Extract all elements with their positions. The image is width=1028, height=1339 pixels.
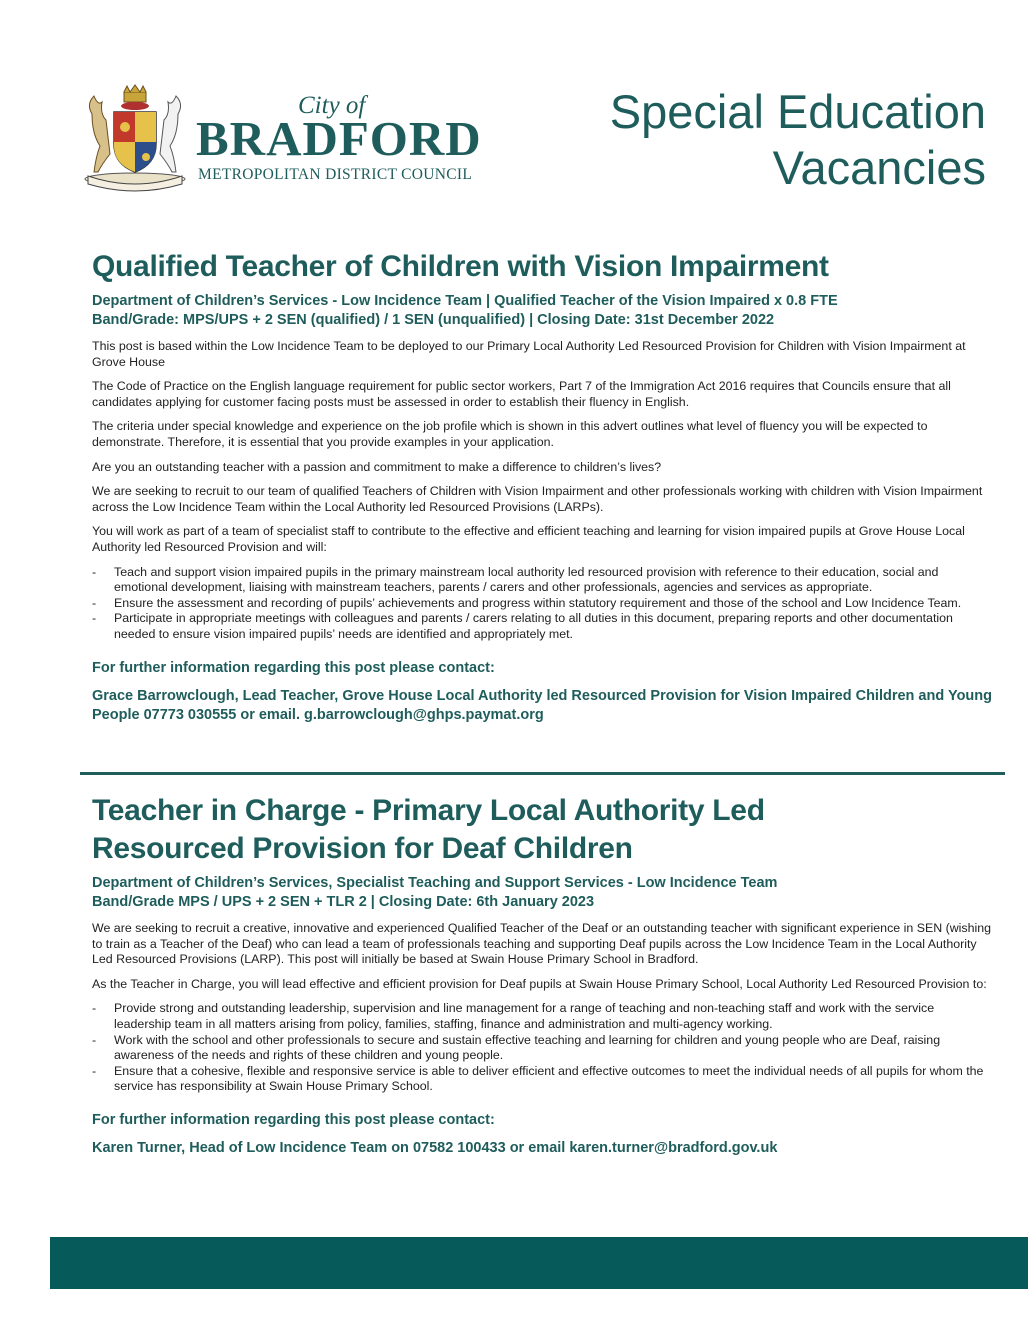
vacancy-2 [92, 792, 992, 1158]
list-item [92, 1001, 992, 1032]
list-item [92, 1033, 992, 1064]
bullet-dash: - [92, 611, 97, 626]
vacancy-1-paragraph: This post is based within the Low Incidence Team to be deployed to our Primary Local Authority Led Resourced Provision for Children with Vision Impairment at Grove House [92, 339, 966, 369]
vacancy-1-paragraph: The Code of Practice on the English language requirement for public sector workers, Part 7 of the Immigration Act 2016 requires that Councils ensure that all candidates applying for customer facing posts must be assessed in order to establish their fluency in English. [92, 379, 951, 409]
list-item [92, 611, 992, 642]
vacancy-2-title-line1: Teacher in Charge - Primary Local Authority Led [92, 794, 765, 827]
bullet-dash: - [92, 1063, 97, 1078]
bullet-dash: - [92, 1032, 97, 1047]
vacancy-2-title-line2: Resourced Provision for Deaf Children [92, 832, 633, 865]
council-crest-icon [80, 84, 190, 194]
vacancy-1-contact-heading: For further information regarding this post please contact: [92, 659, 495, 676]
vacancy-1-paragraph: The criteria under special knowledge and experience on the job profile which is shown in this advert outlines what level of fluency you will be expected to demonstrate. Therefore, it is essential that you provide examples in your application. [92, 419, 928, 449]
vacancy-2-contact-details: Karen Turner, Head of Low Incidence Team on 07582 100433 or email karen.turner@bradford.gov.uk [92, 1139, 778, 1156]
bullet-dash: - [92, 564, 97, 579]
section-divider [80, 772, 1005, 775]
vacancy-1-details [92, 292, 992, 330]
council-city-of: City of [298, 92, 366, 119]
vacancy-1 [92, 248, 992, 725]
list-item [92, 1064, 992, 1095]
vacancy-2-title [92, 792, 992, 868]
list-item [92, 596, 992, 612]
council-subtitle: METROPOLITAN DISTRICT COUNCIL [198, 166, 473, 183]
list-item-text: Ensure the assessment and recording of pupils’ achievements and progress within statutory requirement and those of the school and Low Incidence Team. [114, 595, 962, 610]
vacancy-2-contact-heading: For further information regarding this post please contact: [92, 1111, 495, 1128]
vacancy-1-contact-details: Grace Barrowclough, Lead Teacher, Grove House Local Authority led Resourced Provision for Vision Impaired Children and Young People 07773 030555 or email. g.barrowclough@ghps.paymat.org [92, 687, 992, 723]
vacancy-2-paragraph: As the Teacher in Charge, you will lead effective and efficient provision for Deaf pupils at Swain House Primary School, Local Authority Led Resourced Provision to: [92, 976, 987, 991]
vacancy-2-details [92, 874, 992, 912]
vacancy-1-paragraph: You will work as part of a team of specialist staff to contribute to the effective and efficient teaching and learning for vision impaired pupils at Grove House Local Authority led Resourced Provision and will: [92, 524, 965, 554]
council-name: BRADFORD [196, 111, 482, 166]
vacancy-1-department: Department of Children’s Services - Low Incidence Team | Qualified Teacher of the Vision Impaired x 0.8 FTE [92, 293, 838, 309]
list-item-text: Teach and support vision impaired pupils in the primary mainstream local authority led resourced provision with reference to their education, social and emotional development, liaising with mainstream teachers, parents / carers and other professionals, agencies and services as appropriate. [114, 564, 939, 595]
vacancy-2-duties-list [92, 1001, 992, 1095]
list-item-text: Work with the school and other professionals to secure and sustain effective teaching and learning for children and young people who are Deaf, raising awareness of the needs and rights of these children and young people. [114, 1032, 941, 1063]
vacancy-1-paragraph: Are you an outstanding teacher with a passion and commitment to make a difference to children’s lives? [92, 459, 662, 474]
list-item-text: Provide strong and outstanding leadership, supervision and line management for a range of teaching and non-teaching staff and work with the service leadership team in all matters arising from policy, families, staffing, finance and administration and multi-agency working. [114, 1001, 935, 1031]
page-header [0, 0, 1028, 230]
vacancy-1-paragraph: We are seeking to recruit to our team of qualified Teachers of Children with Vision Impairment and other professionals working with children with Vision Impairment across the Low Incidence Team within the Local Authority led Resourced Provisions (LARPs). [92, 484, 983, 514]
bullet-dash: - [92, 1001, 97, 1016]
vacancy-1-grade-closing: Band/Grade: MPS/UPS + 2 SEN (qualified) / 1 SEN (unqualified) | Closing Date: 31st December 2022 [92, 312, 775, 328]
page-title [610, 84, 986, 196]
vacancy-2-grade-closing: Band/Grade MPS / UPS + 2 SEN + TLR 2 | Closing Date: 6th January 2023 [92, 894, 595, 910]
list-item-text: Participate in appropriate meetings with colleagues and parents / carers relating to all duties in this document, preparing reports and other documentation needed to ensure vision impaired pupils’ needs are identified and appropriately met. [114, 611, 953, 641]
bullet-dash: - [92, 595, 97, 610]
vacancy-1-duties-list [92, 565, 992, 643]
vacancy-2-paragraph: We are seeking to recruit a creative, innovative and experienced Qualified Teacher of the Deaf or an outstanding teacher with significant experience in SEN (wishing to train as a Teacher of the Deaf) who can lead a team of professionals teaching and supporting Deaf pupils across the Low Incidence Team in the Local Authority Led Resourced Provisions (LARP). This post will initially be based at Swain House Primary School in Bradford. [92, 921, 992, 967]
page-title-line1: Special Education [609, 85, 986, 138]
vacancy-2-department: Department of Children’s Services, Specialist Teaching and Support Services - Low Incidence Team [92, 875, 778, 891]
vacancy-1-title: Qualified Teacher of Children with Vision Impairment [92, 250, 829, 283]
list-item [92, 565, 992, 596]
list-item-text: Ensure that a cohesive, flexible and responsive service is able to deliver efficient and effective outcomes to meet the individual needs of all pupils for whom the service has responsibility at Swain House Primary School. [114, 1063, 984, 1094]
page-title-line2: Vacancies [772, 141, 986, 194]
footer-band [50, 1237, 1028, 1289]
